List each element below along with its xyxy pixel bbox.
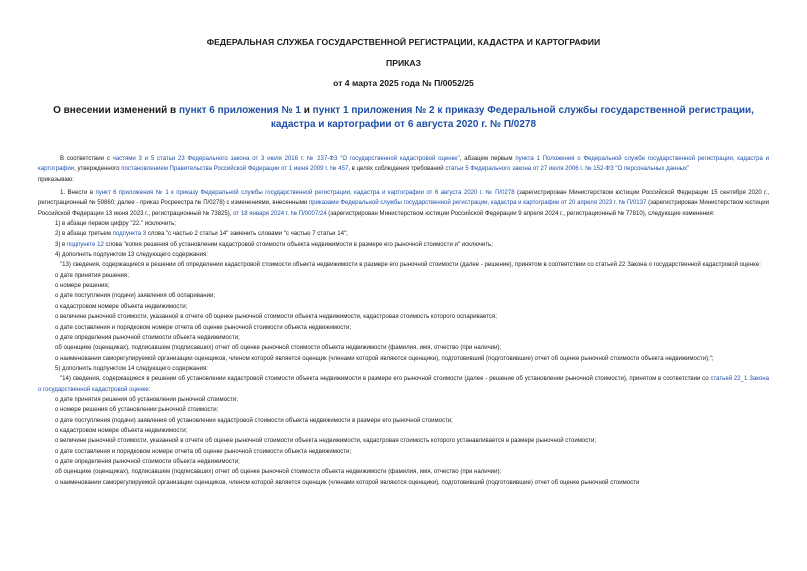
list-item: о дате поступления (подачи) заявления об установлении кадастровой стоимости объекта недвижимости в размере его рыночной стоимости; [55, 417, 453, 424]
subitem-5: 5) дополнить подпунктом 14 следующего содержания: [55, 365, 208, 372]
subitem-2 [38, 229, 769, 239]
list-item: о кадастровом номере объекта недвижимости; [55, 303, 188, 310]
text: 2) в абзаце третьем [55, 231, 113, 238]
text: (зарегистрирован Министерством юстиции Российской Федерации 13 июня 2023 г., регистрационный № 73825), [38, 200, 769, 217]
subitem-1: 1) в абзаце первом цифру "22." исключить; [55, 221, 176, 228]
resolution-link[interactable]: постановлением Правительства Российской Федерации от 1 июня 2009 г. № 457 [121, 166, 349, 173]
quote-13: "13) сведения, содержащиеся в решении об определении кадастровой стоимости объекта недвижимости в размере его рыночной стоимости (далее - решение), принятом в соответствии со статьей 22 Закона о государственной кадастровой оценке: [60, 262, 761, 269]
document-title [30, 104, 777, 132]
text: "14) сведения, содержащиеся в решении об установлении кадастровой стоимости объекта недвижимости в размере его рыночной стоимости (далее - решение об установлении рыночной стоимости), принятом в соответствии со [60, 376, 711, 383]
list-item: о дате составления и порядковом номере отчета об оценке рыночной стоимости объекта недвижимости; [55, 448, 352, 455]
list-item: о дате поступления (подачи) заявления об оспаривании; [55, 293, 216, 300]
text: : [148, 386, 151, 393]
list-item: о величине рыночной стоимости, указанной в отчете об оценке рыночной стоимости объекта недвижимости, кадастровая стоимость которого устанавливается в размере рыночной стоимости; [55, 438, 597, 445]
agency-heading: ФЕДЕРАЛЬНАЯ СЛУЖБА ГОСУДАРСТВЕННОЙ РЕГИСТРАЦИИ, КАДАСТРА И КАРТОГРАФИИ [206, 37, 601, 47]
preamble-paragraph [38, 154, 769, 175]
title-link-2[interactable]: пункт 1 приложения № 2 к приказу Федеральной службы государственной регистрации, кадастра и картографии от 6 августа 2020 г. № П/0278 [270, 105, 754, 130]
list-item: об оценщике (оценщиках), подписавшем (подписавших) отчет об оценке рыночной стоимости объекта недвижимости (фамилия, имя, отчество (при наличии); [55, 345, 502, 352]
text: , утвержденного [74, 166, 122, 173]
document-date-number: от 4 марта 2025 года № П/0052/25 [333, 78, 474, 88]
list-item: о кадастровом номере объекта недвижимости; [55, 427, 188, 434]
list-13 [38, 271, 769, 364]
list-item: об оценщике (оценщиках), подписавшем (подписавших) отчет об оценке рыночной стоимости объекта недвижимости (фамилия, имя, отчество (при наличии); [55, 469, 502, 476]
document-body [38, 154, 769, 488]
personal-data-law-link[interactable]: статьи 5 Федерального закона от 27 июля 2006 г. № 152-ФЗ "О персональных данных" [445, 166, 690, 173]
text: слова "копия решения об установлении кадастровой стоимости объекта недвижимости в размере его рыночной стоимости и" исключить; [103, 241, 493, 248]
subpoint-12-link[interactable]: подпункте 12 [66, 241, 104, 248]
order-word: приказываю: [38, 176, 74, 183]
list-item: о наименовании саморегулируемой организации оценщиков, членом которой является оценщик (членами которой являются оценщики), подготовивший (подготовившие) отчет об оценке рыночной стоимости объекта недвижимости);"; [55, 355, 714, 362]
text: 1. Внести в [60, 190, 96, 197]
item-1-paragraph [38, 188, 769, 219]
title-link-1[interactable]: пункт 6 приложения № 1 [178, 105, 301, 116]
title-text: О внесении изменений в [53, 105, 179, 116]
amending-orders-link[interactable]: приказами Федеральной службы государственной регистрации, кадастра и картографии от 20 апреля 2023 г. № П/0137 [308, 200, 647, 207]
regulation-link[interactable]: пункта 1 Положения о Федеральной службе государственной регистрации, кадастра и картографии [38, 156, 769, 173]
list-item: о дате составления и порядковом номере отчета об оценке рыночной стоимости объекта недвижимости; [55, 324, 352, 331]
subpoint-3-link[interactable]: подпункта 3 [112, 231, 147, 238]
list-14 [38, 395, 769, 488]
subitem-4: 4) дополнить подпунктом 13 следующего содержания: [55, 252, 208, 259]
article-22-1-link[interactable]: статьей 22_1 Закона о государственной кадастровой оценке [38, 376, 769, 393]
text: В соответствии с [60, 156, 113, 162]
list-item: о дате определения рыночной стоимости объекта недвижимости; [55, 334, 240, 341]
subitem-3 [38, 240, 769, 250]
title-text: и [300, 105, 313, 116]
list-item: о номере решения об установлении рыночной стоимости; [55, 407, 219, 414]
list-item: о величине рыночной стоимости, указанной в отчете об оценке рыночной стоимости объекта недвижимости, кадастровая стоимость которого оспаривается; [55, 314, 497, 321]
quote-14 [38, 374, 769, 395]
list-item: о дате определения рыночной стоимости объекта недвижимости; [55, 458, 240, 465]
list-item: о дате принятия решения об установлении рыночной стоимости; [55, 396, 238, 403]
text: слова "с частью 2 статьи 14" заменить словами "с частью 7 статьи 14"; [146, 231, 348, 238]
list-item: о дате принятия решения; [55, 272, 129, 279]
document-type: ПРИКАЗ [386, 58, 421, 68]
text: (зарегистрирован Министерством юстиции Российской Федерации 15 сентября 2020 г., регистрационный № 59860; далее - приказ Росреестра № П/0278) с изменениями, внесенными [38, 190, 769, 207]
text: (зарегистрирован Министерством юстиции Российской Федерации 9 апреля 2024 г., регистрационный № 77810), следующие изменения: [326, 210, 715, 217]
order-link[interactable]: пункт 6 приложения № 1 к приказу Федеральной службы государственной регистрации, кадастра и картографии от 6 августа 2020 г. № П/0278 [95, 190, 515, 197]
law-link[interactable]: частями 3 и 5 статьи 23 Федерального закона от 3 июля 2016 г. № 237-ФЗ "О государственной кадастровой оценке" [112, 156, 460, 162]
list-item: о наименовании саморегулируемой организации оценщиков, членом которой является оценщик (членами которой являются оценщики), подготовивший (подготовившие) отчет об оценке рыночной стоимости [55, 479, 640, 486]
text: , в целях соблюдения требований [348, 166, 446, 173]
text: 3) в [55, 241, 67, 248]
order-2024-link[interactable]: от 18 января 2024 г. № П/0007/24 [233, 210, 327, 217]
list-item: о номере решения; [55, 283, 110, 290]
text: , абзацем первым [459, 156, 516, 162]
